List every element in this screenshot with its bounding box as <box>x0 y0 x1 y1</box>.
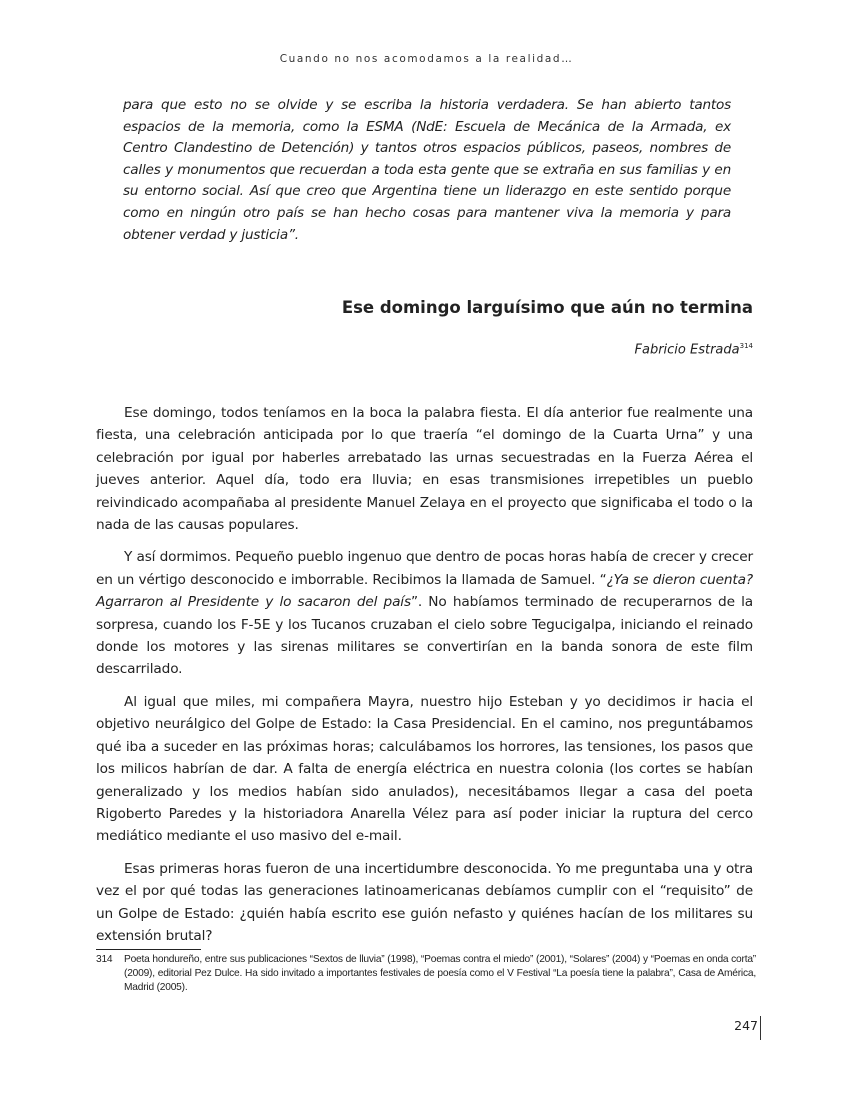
paragraph: Esas primeras horas fueron de una incertidumbre desconocida. Yo me preguntaba una y otra vez el por qué todas las generaciones latinoamericanas debíamos cumplir con el “requisito” de un Golpe de Estado: ¿quién había escrito ese guión nefasto y quiénes hacían de los militares su extensión brutal? <box>96 860 753 944</box>
body-text <box>96 402 753 957</box>
paragraph <box>96 546 753 680</box>
page-number: 247 <box>734 1018 758 1033</box>
author-name: Fabricio Estrada <box>634 342 740 358</box>
page-number-divider <box>760 1016 761 1040</box>
author-line <box>635 342 754 357</box>
paragraph: Ese domingo, todos teníamos en la boca la palabra fiesta. El día anterior fue realmente una fiesta, una celebración anticipada por lo que traería “el domingo de la Cuarta Urna” y una celebración por igual por haberles arrebatado las urnas secuestradas en la Fuerza Aérea el jueves anterior. Aquel día, todo era lluvia; en esas transmisiones irrepetibles un pueblo reivindicado acompañaba al presidente Manuel Zelaya en el proyecto que significaba el todo o la nada de las causas populares. <box>96 405 753 534</box>
paragraph: Al igual que miles, mi compañera Mayra, nuestro hijo Esteban y yo decidimos ir hacia el objetivo neurálgico del Golpe de Estado: la Casa Presidencial. En el camino, nos preguntábamos qué iba a suceder en las próximas horas; calculábamos los horrores, las tensiones, los pasos que los milicos habrían de dar. A falta de energía eléctrica en nuestra colonia (los cortes se habían generalizado y los medios habían sido anulados), necesitábamos llegar a casa del poeta Rigoberto Paredes y la historiadora Anarella Vélez para así poder iniciar la ruptura del cerco mediático mediante el uso masivo del e-mail. <box>96 693 753 845</box>
section-title: Ese domingo larguísimo que aún no termina <box>341 298 753 317</box>
paragraph-text: Y así dormimos. Pequeño pueblo ingenuo que dentro de pocas horas había de crecer y crecer en un vértigo desconocido e imborrable. Recibimos la llamada de Samuel. “ <box>96 549 753 588</box>
footnote-divider <box>96 949 201 950</box>
running-header: Cuando no nos acomodamos a la realidad… <box>279 53 574 65</box>
footnote <box>96 953 756 995</box>
footnote-number: 314 <box>96 954 113 965</box>
paragraph-italic: ¿Ya se dieron cuenta? Agarraron al Presidente y lo sacaron del país <box>96 571 753 611</box>
footnote-text: Poeta hondureño, entre sus publicaciones “Sextos de lluvia” (1998), “Poemas contra el miedo” (2001), “Solares” (2004) y “Poemas en onda corta” (2009), editorial Pez Dulce. Ha sido invitado a importantes festivales de poesía como el V Festival “La poesía tiene la palabra”, Casa de América, Madrid (2005). <box>124 954 756 993</box>
footnote-ref[interactable]: 314 <box>739 342 753 350</box>
paragraph-text: ”. No habíamos terminado de recuperarnos de la sorpresa, cuando los F-5E y los Tucanos cruzaban el cielo sobre Tegucigalpa, iniciando el reinado donde los motores y las sirenas militares se convertirían en la banda sonora de este film descarrilado. <box>96 594 753 678</box>
block-quote: para que esto no se olvide y se escriba la historia verdadera. Se han abierto tantos espacios de la memoria, como la ESMA (NdE: Escuela de Mecánica de la Armada, ex Centro Clandestino de Detención) y tantos otros espacios públicos, paseos, nombres de calles y monumentos que recuerdan a toda esta gente que se extraña en sus familias y en su entorno social. Así que creo que Argentina tiene un liderazgo en este sentido porque como en ningún otro país se han hecho cosas para mantener viva la memoria y para obtener verdad y justicia”. <box>123 97 731 243</box>
